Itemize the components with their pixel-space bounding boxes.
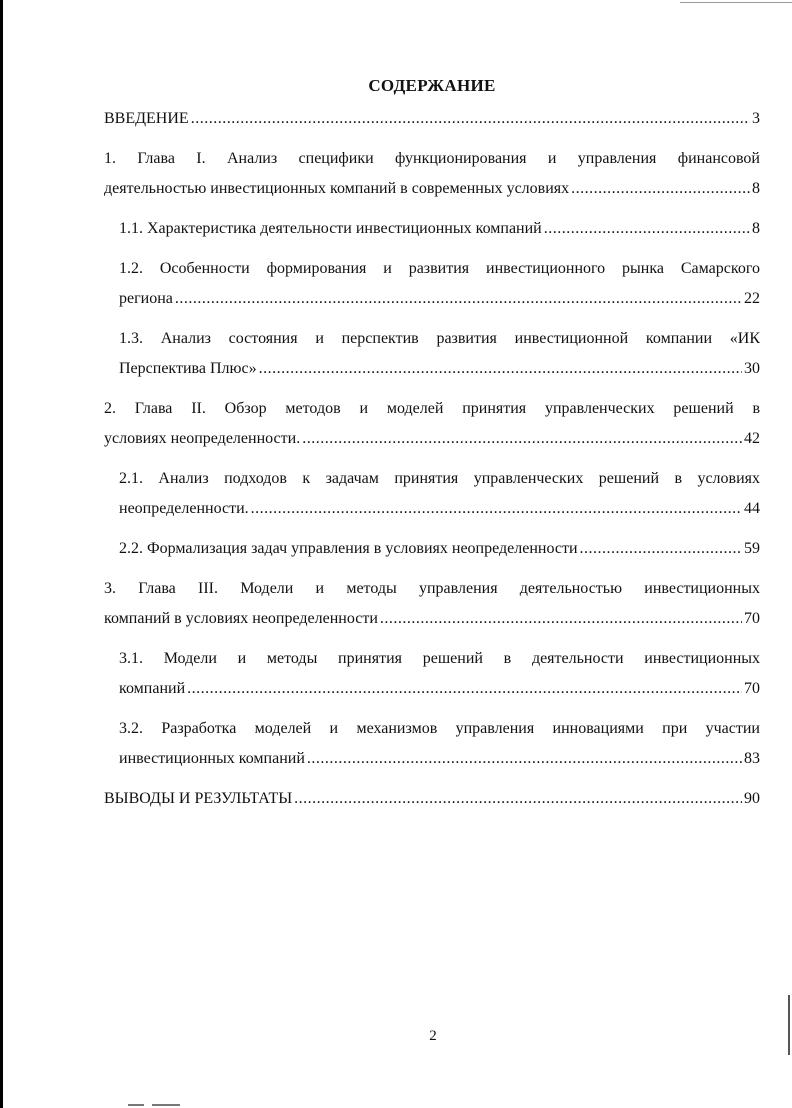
toc-page-number: 42	[744, 430, 760, 447]
toc-entry-title-continued: деятельностью инвестиционных компаний в современных условиях	[104, 180, 570, 197]
toc-entry-chapter-2[interactable]	[104, 394, 760, 454]
toc-entry-chapter-3[interactable]	[104, 574, 760, 634]
toc-entry-section-1-1[interactable]	[119, 214, 760, 244]
dot-leader	[580, 534, 743, 564]
toc-entry-introduction[interactable]	[104, 104, 760, 134]
toc-page-number: 8	[752, 180, 760, 197]
toc-page-number: 59	[744, 540, 760, 557]
scan-bottom-mark	[128, 1104, 144, 1106]
toc-entry-section-1-2[interactable]	[119, 254, 760, 314]
toc-entry-title-continued: неопределенности.	[119, 500, 249, 517]
toc-entry-title: 2. Глава II. Обзор методов и моделей принятия управленческих решений в	[104, 400, 760, 417]
dot-leader	[251, 494, 742, 524]
dot-leader	[187, 674, 742, 704]
toc-entry-title-continued: компаний	[119, 680, 186, 697]
top-rule	[680, 2, 792, 3]
dot-leader	[302, 424, 742, 454]
toc-entry-title-continued: инвестиционных компаний	[119, 750, 305, 767]
toc-entry-chapter-1[interactable]	[104, 144, 760, 204]
toc-entry-title: ВЫВОДЫ И РЕЗУЛЬТАТЫ	[104, 790, 293, 807]
toc-page-number: 70	[744, 680, 760, 697]
page-number: 2	[429, 1028, 437, 1044]
dot-leader	[175, 284, 742, 314]
toc-page-number: 83	[744, 750, 760, 767]
dot-leader	[380, 604, 742, 634]
toc-entry-conclusions[interactable]	[104, 784, 760, 814]
toc-page-number: 8	[752, 220, 760, 237]
toc-entry-section-2-2[interactable]	[119, 534, 760, 564]
toc-entry-title-continued: Перспектива Плюс»	[119, 360, 257, 377]
page-left-border	[0, 0, 3, 1108]
toc-page-number: 30	[744, 360, 760, 377]
toc-entry-title: 1.3. Анализ состояния и перспектив развития инвестиционной компании «ИК	[119, 330, 760, 347]
dot-leader	[294, 784, 742, 814]
toc-entry-title-continued: условиях неопределенности.	[104, 430, 301, 447]
dot-leader	[544, 214, 750, 244]
page-title: СОДЕРЖАНИЕ	[368, 76, 496, 95]
dot-leader	[307, 744, 742, 774]
toc-entry-section-1-3[interactable]	[119, 324, 760, 384]
toc-entry-title: 3.2. Разработка моделей и механизмов управления инновациями при участии	[119, 720, 760, 737]
toc-page-number: 22	[744, 290, 760, 307]
scan-edge-mark	[788, 995, 790, 1055]
toc-entry-section-2-1[interactable]	[119, 464, 760, 524]
dot-leader	[571, 174, 750, 204]
toc-entry-title-continued: компаний в условиях неопределенности	[104, 610, 378, 627]
dot-leader	[259, 354, 742, 384]
toc-entry-title: 3.1. Модели и методы принятия решений в деятельности инвестиционных	[119, 650, 760, 667]
dot-leader	[191, 104, 750, 134]
toc-page-number: 44	[744, 500, 760, 517]
toc-entry-section-3-2[interactable]	[119, 714, 760, 774]
toc-page-number: 90	[744, 790, 760, 807]
toc-entry-title: ВВЕДЕНИЕ	[104, 110, 189, 127]
toc-entry-title: 1. Глава I. Анализ специфики функционирования и управления финансовой	[104, 150, 760, 167]
toc-entry-title: 3. Глава III. Модели и методы управления деятельностью инвестиционных	[104, 580, 760, 597]
toc-entry-title: 2.2. Формализация задач управления в условиях неопределенности	[119, 540, 578, 557]
toc-page-number: 3	[752, 110, 760, 127]
toc-entry-title: 1.1. Характеристика деятельности инвестиционных компаний	[119, 220, 542, 237]
toc-page-number: 70	[744, 610, 760, 627]
toc-entry-title: 2.1. Анализ подходов к задачам принятия управленческих решений в условиях	[119, 470, 760, 487]
toc-entry-title-continued: региона	[119, 290, 173, 307]
scan-bottom-mark	[152, 1104, 180, 1106]
toc-entry-title: 1.2. Особенности формирования и развития инвестиционного рынка Самарского	[119, 260, 760, 277]
toc-entry-section-3-1[interactable]	[119, 644, 760, 704]
